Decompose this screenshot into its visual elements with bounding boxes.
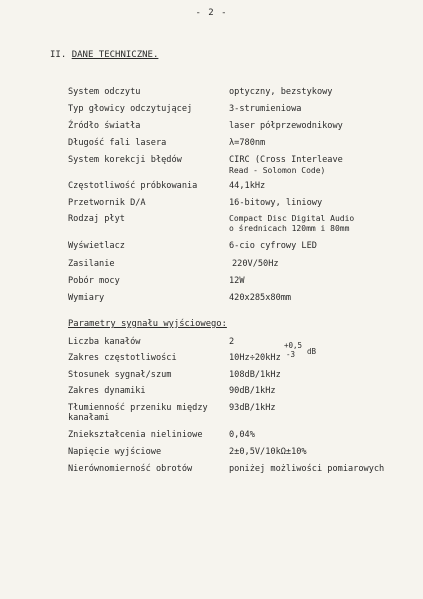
spec-row [68,293,408,307]
page-number: - 2 - [195,8,228,18]
spec-value-line2: o średnicach 120mm i 80mm [229,224,350,233]
param-label: Tłumienność przeniku między [68,403,208,413]
spec-row [68,214,408,238]
section-number: II. [50,50,67,60]
spec-value: 12W [229,276,245,286]
spec-row [68,241,408,255]
spec-value: 420x285x80mm [229,293,292,303]
spec-label: System korekcji błędów [68,155,182,165]
param-value: 2 [229,337,235,347]
spec-label: Pobór mocy [68,276,120,286]
spec-row [68,87,408,101]
spec-label: Częstotliwość próbkowania [68,181,198,191]
output-params-heading: Parametry sygnału wyjściowego: [68,319,227,329]
spec-row [68,138,408,152]
param-value: 2±0,5V/10kΩ±10% [229,447,307,457]
spec-value: Compact Disc Digital Audio [229,214,355,223]
param-label: Stosunek sygnał/szum [68,370,172,380]
spec-value: 3-strumieniowa [229,104,302,114]
param-label: Zniekształcenia nieliniowe [68,430,203,440]
spec-label: Wyświetlacz [68,241,125,251]
param-value: 93dB/1kHz [229,403,276,413]
spec-value: λ=780nm [229,138,266,148]
section-heading [50,50,158,60]
spec-row [68,276,408,290]
param-value: 0,04% [229,430,255,440]
spec-label: Wymiary [68,293,105,303]
spec-label: Typ głowicy odczytującej [68,104,193,114]
spec-label: Długość fali lasera [68,138,167,148]
spec-value: CIRC (Cross Interleave [229,155,343,165]
param-label-line2: kanałami [68,413,110,423]
param-value: poniżej możliwości pomiarowych [229,464,385,474]
param-label: Liczba kanałów [68,337,141,347]
spec-value: 44,1kHz [229,181,266,191]
spec-row [68,181,408,195]
param-label: Nierównomierność obrotów [68,464,193,474]
spec-label: Zasilanie [68,259,115,269]
spec-value: optyczny, bezstykowy [229,87,333,97]
spec-value: laser półprzewodnikowy [229,121,343,131]
param-value: 10Hz÷20kHz [229,353,281,363]
section-title: DANE TECHNICZNE. [71,50,159,60]
tolerance-unit: dB [307,347,317,356]
param-label: Napięcie wyjściowe [68,447,162,457]
tolerance-upper: +0,5 [284,341,303,350]
param-value: 90dB/1kHz [229,386,276,396]
param-row [68,403,408,427]
param-label: Zakres częstotliwości [68,353,177,363]
spec-row [68,259,408,273]
param-row [68,370,408,384]
spec-row [68,198,408,212]
param-row [68,447,408,461]
spec-label: Przetwornik D/A [68,198,146,208]
spec-label: Źródło światła [68,121,141,131]
param-row [68,337,408,351]
param-row [68,386,408,400]
param-row [68,430,408,444]
spec-value: 6-cio cyfrowy LED [229,241,317,251]
spec-label: Rodzaj płyt [68,214,125,224]
tolerance-lower: -3 [286,350,296,359]
param-row [68,464,408,478]
spec-value: 220V/50Hz [232,259,279,269]
spec-value: 16-bitowy, liniowy [229,198,323,208]
spec-row [68,121,408,135]
spec-value-line2: Read - Solomon Code) [229,166,326,175]
param-value: 108dB/1kHz [229,370,281,380]
spec-row [68,104,408,118]
param-label: Zakres dynamiki [68,386,146,396]
spec-label: System odczytu [68,87,141,97]
spec-row [68,155,408,179]
